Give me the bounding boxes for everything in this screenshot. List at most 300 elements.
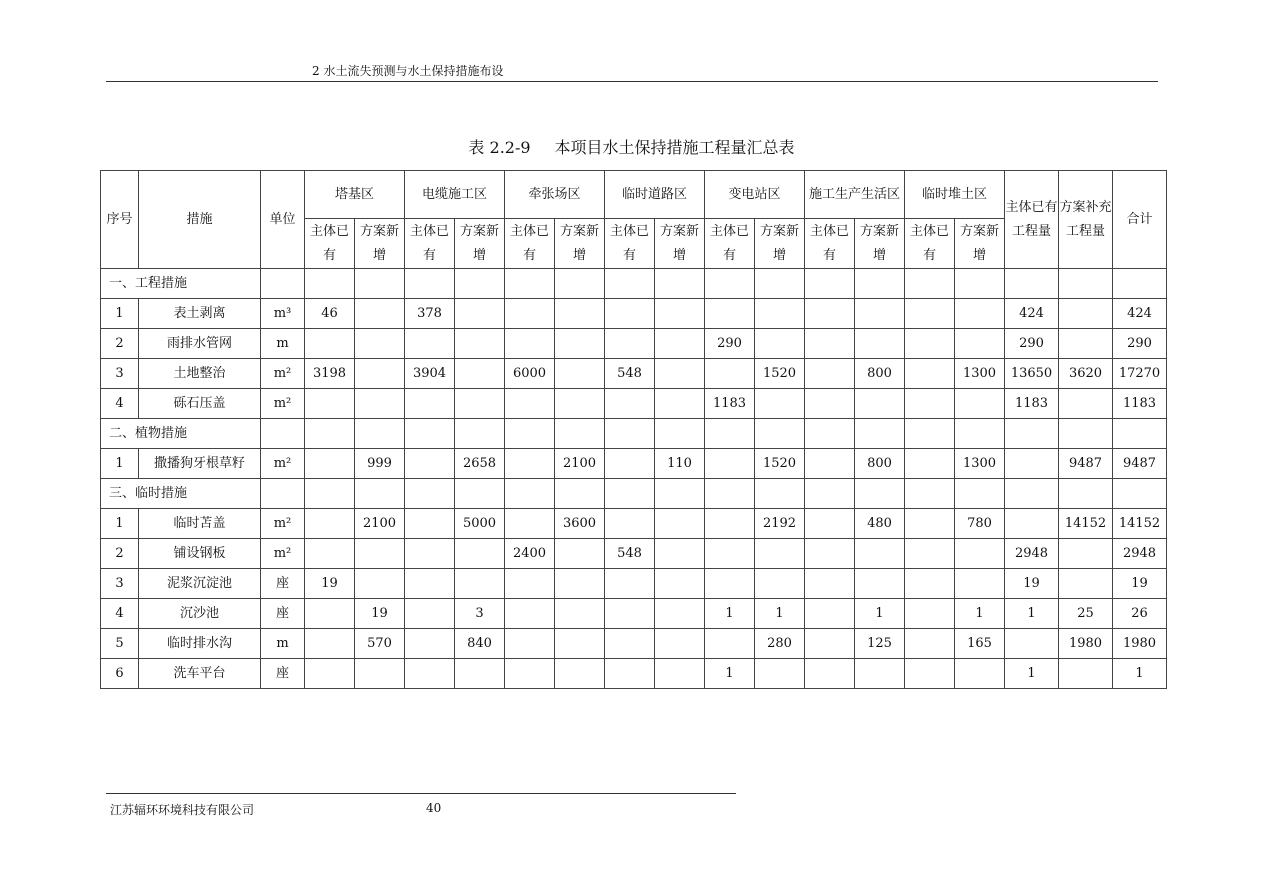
row-value <box>555 359 605 389</box>
footer-company: 江苏辐环环境科技有限公司 <box>110 803 255 817</box>
row-value: 1183 <box>705 389 755 419</box>
empty-cell <box>1059 269 1113 299</box>
row-value: 480 <box>855 509 905 539</box>
row-value <box>555 299 605 329</box>
subheader-existing: 主体已有 <box>805 219 855 269</box>
empty-cell <box>955 269 1005 299</box>
empty-cell <box>905 269 955 299</box>
table-row <box>101 509 1167 539</box>
row-value: 570 <box>355 629 405 659</box>
row-value <box>755 539 805 569</box>
row-value <box>955 389 1005 419</box>
row-unit: m <box>261 629 305 659</box>
empty-cell <box>261 479 305 509</box>
section-title: 三、临时措施 <box>101 479 261 509</box>
empty-cell <box>261 269 305 299</box>
row-value: 800 <box>855 359 905 389</box>
row-value <box>805 659 855 689</box>
row-plan-total <box>1059 569 1113 599</box>
row-value: 2100 <box>355 509 405 539</box>
table-row <box>101 569 1167 599</box>
row-value <box>805 449 855 479</box>
empty-cell <box>855 269 905 299</box>
row-value: 3904 <box>405 359 455 389</box>
row-value: 800 <box>855 449 905 479</box>
empty-cell <box>605 269 655 299</box>
row-value <box>455 659 505 689</box>
row-total: 17270 <box>1113 359 1167 389</box>
row-unit: m³ <box>261 299 305 329</box>
row-main-total: 1 <box>1005 599 1059 629</box>
row-main-total <box>1005 509 1059 539</box>
row-unit: m² <box>261 449 305 479</box>
row-value <box>505 389 555 419</box>
row-total: 1183 <box>1113 389 1167 419</box>
row-plan-total: 3620 <box>1059 359 1113 389</box>
empty-cell <box>305 479 355 509</box>
row-value <box>605 599 655 629</box>
row-value <box>705 449 755 479</box>
row-value <box>805 329 855 359</box>
row-seq: 2 <box>101 329 139 359</box>
header-measure: 措施 <box>139 171 261 269</box>
row-value <box>705 509 755 539</box>
empty-cell <box>705 419 755 449</box>
empty-cell <box>305 269 355 299</box>
table-row <box>101 359 1167 389</box>
row-main-total: 290 <box>1005 329 1059 359</box>
row-total: 424 <box>1113 299 1167 329</box>
subheader-existing: 主体已有 <box>305 219 355 269</box>
empty-cell <box>905 479 955 509</box>
row-unit: m² <box>261 509 305 539</box>
empty-cell <box>1005 419 1059 449</box>
row-measure: 铺设钢板 <box>139 539 261 569</box>
row-value <box>405 569 455 599</box>
header-area: 临时堆土区 <box>905 171 1005 219</box>
row-value <box>705 629 755 659</box>
row-unit: m² <box>261 539 305 569</box>
row-value: 999 <box>355 449 405 479</box>
row-value <box>905 629 955 659</box>
row-value <box>605 569 655 599</box>
subheader-new: 方案新增 <box>955 219 1005 269</box>
row-measure: 土地整治 <box>139 359 261 389</box>
row-value <box>905 509 955 539</box>
row-value <box>505 659 555 689</box>
row-value <box>405 389 455 419</box>
row-value <box>355 539 405 569</box>
row-value <box>505 299 555 329</box>
row-value <box>655 329 705 359</box>
row-value <box>805 299 855 329</box>
empty-cell <box>455 419 505 449</box>
empty-cell <box>1113 419 1167 449</box>
row-seq: 3 <box>101 569 139 599</box>
row-measure: 砾石压盖 <box>139 389 261 419</box>
row-value <box>905 449 955 479</box>
row-value <box>755 569 805 599</box>
row-value <box>855 389 905 419</box>
row-value: 378 <box>405 299 455 329</box>
subheader-existing: 主体已有 <box>405 219 455 269</box>
row-measure: 表土剥离 <box>139 299 261 329</box>
row-value <box>605 299 655 329</box>
empty-cell <box>505 419 555 449</box>
row-total: 26 <box>1113 599 1167 629</box>
row-value <box>955 569 1005 599</box>
empty-cell <box>261 419 305 449</box>
empty-cell <box>505 479 555 509</box>
row-seq: 4 <box>101 389 139 419</box>
row-value <box>355 389 405 419</box>
row-value <box>905 359 955 389</box>
section-title: 二、植物措施 <box>101 419 261 449</box>
header-plan-total: 方案补充工程量 <box>1059 171 1113 269</box>
row-value: 1520 <box>755 359 805 389</box>
row-value: 2192 <box>755 509 805 539</box>
row-value <box>705 299 755 329</box>
row-value <box>805 599 855 629</box>
row-value <box>805 629 855 659</box>
empty-cell <box>955 419 1005 449</box>
empty-cell <box>705 479 755 509</box>
row-plan-total: 25 <box>1059 599 1113 629</box>
row-value: 110 <box>655 449 705 479</box>
row-value <box>405 509 455 539</box>
empty-cell <box>455 269 505 299</box>
row-value: 2100 <box>555 449 605 479</box>
header-seq: 序号 <box>101 171 139 269</box>
row-value <box>355 359 405 389</box>
row-plan-total <box>1059 329 1113 359</box>
row-unit: m <box>261 329 305 359</box>
row-total: 19 <box>1113 569 1167 599</box>
row-value <box>805 509 855 539</box>
empty-cell <box>955 479 1005 509</box>
empty-cell <box>805 419 855 449</box>
row-value: 1300 <box>955 359 1005 389</box>
row-unit: 座 <box>261 659 305 689</box>
header-area: 电缆施工区 <box>405 171 505 219</box>
section-title: 一、工程措施 <box>101 269 261 299</box>
row-value <box>305 449 355 479</box>
row-plan-total: 9487 <box>1059 449 1113 479</box>
subheader-new: 方案新增 <box>855 219 905 269</box>
row-plan-total <box>1059 389 1113 419</box>
empty-cell <box>1113 479 1167 509</box>
row-value <box>705 539 755 569</box>
table-row <box>101 539 1167 569</box>
row-value <box>905 659 955 689</box>
table-caption <box>0 135 1263 158</box>
row-value: 780 <box>955 509 1005 539</box>
row-value: 840 <box>455 629 505 659</box>
header-rule <box>106 81 1158 82</box>
table-row <box>101 299 1167 329</box>
row-value <box>555 569 605 599</box>
row-value: 280 <box>755 629 805 659</box>
empty-cell <box>755 479 805 509</box>
row-main-total: 1 <box>1005 659 1059 689</box>
row-seq: 1 <box>101 449 139 479</box>
row-value: 19 <box>305 569 355 599</box>
row-total: 14152 <box>1113 509 1167 539</box>
row-value <box>555 659 605 689</box>
subheader-new: 方案新增 <box>355 219 405 269</box>
row-value <box>955 299 1005 329</box>
row-main-total <box>1005 629 1059 659</box>
row-value <box>505 509 555 539</box>
row-value <box>355 569 405 599</box>
row-plan-total <box>1059 299 1113 329</box>
header-main-total: 主体已有工程量 <box>1005 171 1059 269</box>
row-value: 1 <box>705 599 755 629</box>
row-main-total: 1183 <box>1005 389 1059 419</box>
row-value <box>605 659 655 689</box>
table-row <box>101 629 1167 659</box>
row-main-total <box>1005 449 1059 479</box>
empty-cell <box>355 269 405 299</box>
table-row <box>101 449 1167 479</box>
header-total: 合计 <box>1113 171 1167 269</box>
header-area: 牵张场区 <box>505 171 605 219</box>
empty-cell <box>855 479 905 509</box>
row-value <box>655 539 705 569</box>
row-value: 165 <box>955 629 1005 659</box>
row-value <box>755 389 805 419</box>
subheader-existing: 主体已有 <box>505 219 555 269</box>
row-value <box>605 509 655 539</box>
row-value <box>405 629 455 659</box>
row-value <box>455 299 505 329</box>
row-unit: 座 <box>261 569 305 599</box>
row-value <box>405 449 455 479</box>
row-value <box>355 659 405 689</box>
empty-cell <box>755 419 805 449</box>
row-measure: 沉沙池 <box>139 599 261 629</box>
row-measure: 临时排水沟 <box>139 629 261 659</box>
row-unit: m² <box>261 389 305 419</box>
row-value <box>955 539 1005 569</box>
row-value <box>655 629 705 659</box>
row-measure: 临时苫盖 <box>139 509 261 539</box>
row-value <box>655 389 705 419</box>
row-value <box>705 359 755 389</box>
row-value <box>605 629 655 659</box>
empty-cell <box>1005 269 1059 299</box>
row-value: 3 <box>455 599 505 629</box>
table-title: 本项目水土保持措施工程量汇总表 <box>554 138 795 157</box>
row-seq: 2 <box>101 539 139 569</box>
row-value: 2658 <box>455 449 505 479</box>
row-main-total: 19 <box>1005 569 1059 599</box>
row-value <box>305 599 355 629</box>
table-number: 表 2.2-9 <box>468 138 531 157</box>
row-value <box>655 509 705 539</box>
row-value <box>905 539 955 569</box>
empty-cell <box>555 419 605 449</box>
subheader-existing: 主体已有 <box>605 219 655 269</box>
row-value <box>305 539 355 569</box>
row-value <box>905 389 955 419</box>
row-value <box>505 599 555 629</box>
row-value <box>755 329 805 359</box>
row-value <box>305 629 355 659</box>
subheader-new: 方案新增 <box>655 219 705 269</box>
row-value <box>755 299 805 329</box>
row-value <box>405 539 455 569</box>
section-row <box>101 419 1167 449</box>
row-value <box>805 569 855 599</box>
row-value <box>305 329 355 359</box>
row-value <box>355 329 405 359</box>
header-unit: 单位 <box>261 171 305 269</box>
row-value: 2400 <box>505 539 555 569</box>
row-value <box>555 329 605 359</box>
empty-cell <box>1005 479 1059 509</box>
row-value <box>855 539 905 569</box>
row-value <box>805 389 855 419</box>
table-body <box>101 269 1167 689</box>
empty-cell <box>555 479 605 509</box>
empty-cell <box>655 479 705 509</box>
empty-cell <box>1113 269 1167 299</box>
section-row <box>101 479 1167 509</box>
row-total: 1 <box>1113 659 1167 689</box>
row-value <box>455 569 505 599</box>
row-value <box>655 299 705 329</box>
row-value: 3198 <box>305 359 355 389</box>
empty-cell <box>405 419 455 449</box>
row-value <box>455 389 505 419</box>
row-value <box>605 389 655 419</box>
empty-cell <box>705 269 755 299</box>
row-value <box>655 659 705 689</box>
row-value <box>655 359 705 389</box>
row-value: 6000 <box>505 359 555 389</box>
page-number: 40 <box>426 801 442 815</box>
row-value <box>855 569 905 599</box>
row-value <box>705 569 755 599</box>
row-value <box>655 569 705 599</box>
row-value <box>655 599 705 629</box>
table-row <box>101 389 1167 419</box>
row-value: 1 <box>955 599 1005 629</box>
row-value: 1520 <box>755 449 805 479</box>
empty-cell <box>355 419 405 449</box>
row-value: 1 <box>755 599 805 629</box>
row-value <box>555 389 605 419</box>
row-value <box>555 599 605 629</box>
empty-cell <box>355 479 405 509</box>
empty-cell <box>305 419 355 449</box>
empty-cell <box>1059 479 1113 509</box>
section-row <box>101 269 1167 299</box>
row-seq: 5 <box>101 629 139 659</box>
row-value: 125 <box>855 629 905 659</box>
row-total: 9487 <box>1113 449 1167 479</box>
row-unit: m² <box>261 359 305 389</box>
row-unit: 座 <box>261 599 305 629</box>
row-value <box>455 359 505 389</box>
row-value <box>755 659 805 689</box>
row-value <box>455 539 505 569</box>
row-seq: 3 <box>101 359 139 389</box>
row-seq: 6 <box>101 659 139 689</box>
row-total: 1980 <box>1113 629 1167 659</box>
empty-cell <box>905 419 955 449</box>
row-seq: 1 <box>101 509 139 539</box>
row-value <box>455 329 505 359</box>
subheader-existing: 主体已有 <box>905 219 955 269</box>
row-value <box>905 299 955 329</box>
empty-cell <box>555 269 605 299</box>
row-value <box>405 599 455 629</box>
row-value <box>605 449 655 479</box>
row-value: 19 <box>355 599 405 629</box>
row-value <box>305 389 355 419</box>
row-main-total: 2948 <box>1005 539 1059 569</box>
row-value <box>855 299 905 329</box>
row-value: 46 <box>305 299 355 329</box>
row-value <box>555 539 605 569</box>
row-value <box>855 329 905 359</box>
row-value: 548 <box>605 539 655 569</box>
table-row <box>101 659 1167 689</box>
row-value <box>405 659 455 689</box>
empty-cell <box>505 269 555 299</box>
subheader-new: 方案新增 <box>555 219 605 269</box>
row-value <box>905 569 955 599</box>
empty-cell <box>455 479 505 509</box>
row-main-total: 424 <box>1005 299 1059 329</box>
row-value: 548 <box>605 359 655 389</box>
row-plan-total: 14152 <box>1059 509 1113 539</box>
row-value: 5000 <box>455 509 505 539</box>
table-row <box>101 329 1167 359</box>
row-value <box>355 299 405 329</box>
row-value <box>305 659 355 689</box>
table-row <box>101 599 1167 629</box>
row-value <box>505 629 555 659</box>
row-measure: 撒播狗牙根草籽 <box>139 449 261 479</box>
row-value <box>505 569 555 599</box>
empty-cell <box>1059 419 1113 449</box>
row-plan-total <box>1059 539 1113 569</box>
empty-cell <box>805 269 855 299</box>
row-value <box>305 509 355 539</box>
row-value: 1 <box>855 599 905 629</box>
row-value <box>805 359 855 389</box>
row-value <box>955 329 1005 359</box>
row-seq: 4 <box>101 599 139 629</box>
row-value: 290 <box>705 329 755 359</box>
summary-table <box>100 170 1167 689</box>
header-area: 施工生产生活区 <box>805 171 905 219</box>
footer-rule <box>106 793 736 794</box>
header-area: 临时道路区 <box>605 171 705 219</box>
subheader-new: 方案新增 <box>755 219 805 269</box>
running-header: 2 水土流失预测与水土保持措施布设 <box>312 64 504 78</box>
row-value <box>555 629 605 659</box>
row-value <box>905 329 955 359</box>
empty-cell <box>605 479 655 509</box>
subheader-new: 方案新增 <box>455 219 505 269</box>
row-seq: 1 <box>101 299 139 329</box>
row-value <box>905 599 955 629</box>
row-value <box>505 329 555 359</box>
